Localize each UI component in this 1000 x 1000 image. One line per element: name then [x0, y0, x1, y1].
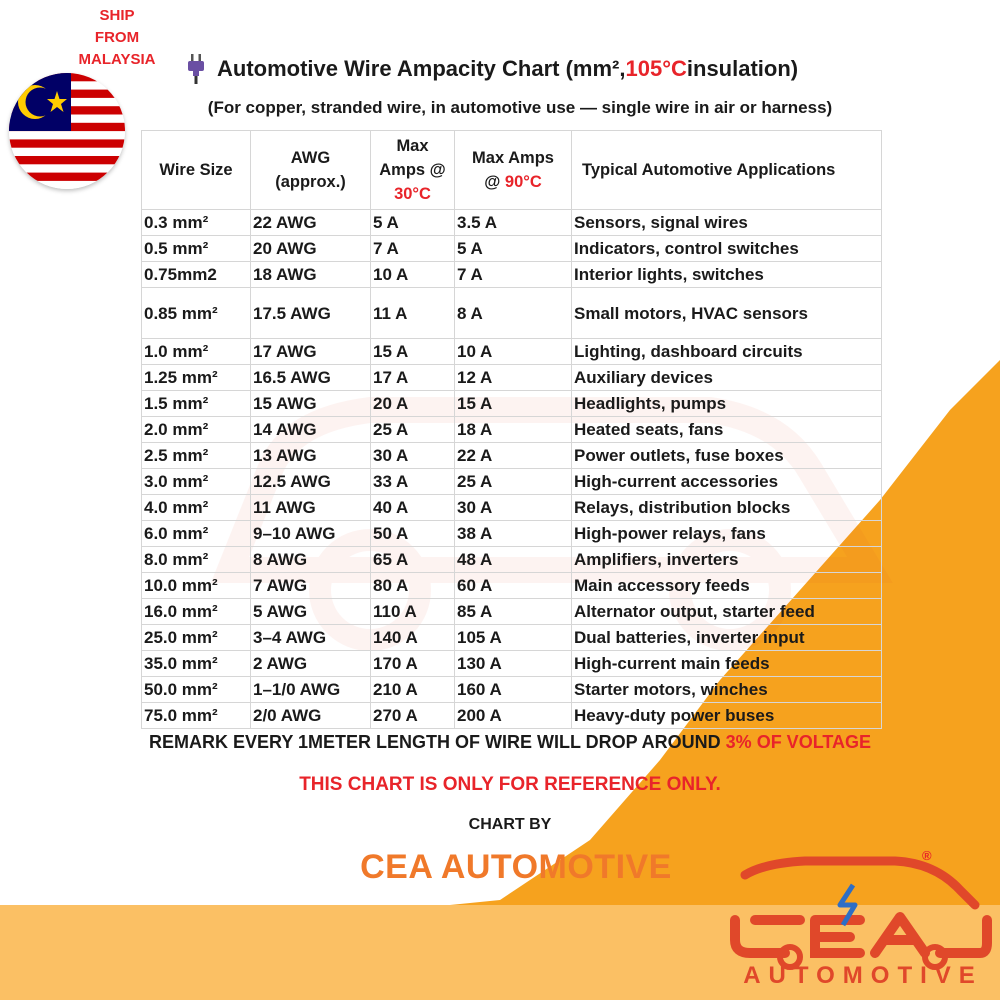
cell-a30: 10 A	[371, 262, 455, 288]
table-row	[142, 495, 882, 521]
cell-size: 0.5 mm²	[142, 236, 251, 262]
ampacity-table	[141, 130, 882, 729]
cell-awg: 9–10 AWG	[251, 521, 371, 547]
title-text-end: insulation)	[686, 56, 799, 81]
table-header-row	[142, 131, 882, 210]
cell-size: 10.0 mm²	[142, 573, 251, 599]
chart-by-label: CHART BY	[468, 816, 552, 833]
cell-a30: 20 A	[371, 391, 455, 417]
cell-a30: 25 A	[371, 417, 455, 443]
badge-line: SHIP	[99, 7, 135, 24]
cell-app: Power outlets, fuse boxes	[572, 443, 882, 469]
cell-a30: 80 A	[371, 573, 455, 599]
cell-a90: 10 A	[455, 339, 572, 365]
cell-a30: 40 A	[371, 495, 455, 521]
table-row	[142, 547, 882, 573]
header-awg: AWG (approx.)	[251, 131, 371, 210]
header-wire-size: Wire Size	[142, 131, 251, 210]
cell-a30: 270 A	[371, 703, 455, 729]
table-row	[142, 391, 882, 417]
cell-app: Small motors, HVAC sensors	[572, 288, 882, 339]
cell-size: 0.3 mm²	[142, 210, 251, 236]
cell-size: 0.85 mm²	[142, 288, 251, 339]
cell-a90: 160 A	[455, 677, 572, 703]
voltage-drop-remark: REMARK EVERY 1METER LENGTH OF WIRE WILL DROP AROUND 3% OF VOLTAGE	[148, 732, 872, 752]
malaysia-flag-icon	[9, 73, 125, 189]
cell-awg: 5 AWG	[251, 599, 371, 625]
cell-app: Headlights, pumps	[572, 391, 882, 417]
title-text: Automotive Wire Ampacity Chart (mm²,	[217, 56, 626, 81]
cell-a30: 5 A	[371, 210, 455, 236]
cell-app: Alternator output, starter feed	[572, 599, 882, 625]
cell-size: 3.0 mm²	[142, 469, 251, 495]
cell-a90: 30 A	[455, 495, 572, 521]
cell-app: Heavy-duty power buses	[572, 703, 882, 729]
table-row	[142, 339, 882, 365]
cell-a30: 15 A	[371, 339, 455, 365]
cell-awg: 17.5 AWG	[251, 288, 371, 339]
cell-a30: 7 A	[371, 236, 455, 262]
table-row	[142, 210, 882, 236]
cell-app: Sensors, signal wires	[572, 210, 882, 236]
table-row	[142, 469, 882, 495]
cell-app: High-current main feeds	[572, 651, 882, 677]
cell-app: Main accessory feeds	[572, 573, 882, 599]
cell-size: 1.5 mm²	[142, 391, 251, 417]
cell-a90: 25 A	[455, 469, 572, 495]
cell-awg: 17 AWG	[251, 339, 371, 365]
cell-app: Starter motors, winches	[572, 677, 882, 703]
table-row	[142, 599, 882, 625]
table-row	[142, 443, 882, 469]
registered-mark: ®	[922, 848, 932, 863]
cell-a90: 7 A	[455, 262, 572, 288]
cell-size: 6.0 mm²	[142, 521, 251, 547]
cell-size: 8.0 mm²	[142, 547, 251, 573]
cell-awg: 1–1/0 AWG	[251, 677, 371, 703]
cell-app: Lighting, dashboard circuits	[572, 339, 882, 365]
cell-a90: 105 A	[455, 625, 572, 651]
cell-a90: 85 A	[455, 599, 572, 625]
page-title	[185, 52, 885, 86]
cell-awg: 2/0 AWG	[251, 703, 371, 729]
cell-a90: 130 A	[455, 651, 572, 677]
cell-a90: 3.5 A	[455, 210, 572, 236]
cell-a90: 60 A	[455, 573, 572, 599]
cell-size: 25.0 mm²	[142, 625, 251, 651]
cell-a30: 30 A	[371, 443, 455, 469]
header-max-amps-90: Max Amps @ 90°C	[455, 131, 572, 210]
cell-size: 35.0 mm²	[142, 651, 251, 677]
cell-a30: 65 A	[371, 547, 455, 573]
cell-awg: 2 AWG	[251, 651, 371, 677]
cell-awg: 22 AWG	[251, 210, 371, 236]
cell-a90: 38 A	[455, 521, 572, 547]
plug-icon	[185, 54, 207, 84]
cell-awg: 16.5 AWG	[251, 365, 371, 391]
cell-size: 1.25 mm²	[142, 365, 251, 391]
table-row	[142, 365, 882, 391]
cell-awg: 12.5 AWG	[251, 469, 371, 495]
cell-awg: 3–4 AWG	[251, 625, 371, 651]
cell-a90: 8 A	[455, 288, 572, 339]
cell-awg: 14 AWG	[251, 417, 371, 443]
cell-awg: 15 AWG	[251, 391, 371, 417]
badge-line: FROM	[94, 29, 140, 46]
subtitle: (For copper, stranded wire, in automotive use — single wire in air or harness)	[207, 98, 833, 117]
cell-a90: 48 A	[455, 547, 572, 573]
badge-line: MALAYSIA	[78, 51, 156, 68]
cell-app: Interior lights, switches	[572, 262, 882, 288]
table-row	[142, 625, 882, 651]
header-max-amps-30: Max Amps @ 30°C	[371, 131, 455, 210]
cell-a90: 5 A	[455, 236, 572, 262]
table-row	[142, 677, 882, 703]
table-row	[142, 651, 882, 677]
cell-awg: 7 AWG	[251, 573, 371, 599]
brand-name: CEA AUTOMOTIVE	[360, 848, 672, 886]
table-row	[142, 703, 882, 729]
cell-a30: 110 A	[371, 599, 455, 625]
cell-app: Indicators, control switches	[572, 236, 882, 262]
cell-a90: 12 A	[455, 365, 572, 391]
cell-size: 2.5 mm²	[142, 443, 251, 469]
cell-a30: 210 A	[371, 677, 455, 703]
cell-awg: 11 AWG	[251, 495, 371, 521]
cell-app: Relays, distribution blocks	[572, 495, 882, 521]
ship-from-badge	[72, 5, 162, 71]
cell-a30: 11 A	[371, 288, 455, 339]
cell-awg: 18 AWG	[251, 262, 371, 288]
cell-a90: 15 A	[455, 391, 572, 417]
cell-awg: 20 AWG	[251, 236, 371, 262]
table-row	[142, 236, 882, 262]
cell-a30: 170 A	[371, 651, 455, 677]
cell-a30: 33 A	[371, 469, 455, 495]
cell-app: High-current accessories	[572, 469, 882, 495]
cell-app: Auxiliary devices	[572, 365, 882, 391]
cell-size: 50.0 mm²	[142, 677, 251, 703]
cell-a90: 22 A	[455, 443, 572, 469]
table-row	[142, 521, 882, 547]
cell-size: 4.0 mm²	[142, 495, 251, 521]
table-row	[142, 262, 882, 288]
logo-text: AUTOMOTIVE	[743, 962, 983, 989]
reference-disclaimer: THIS CHART IS ONLY FOR REFERENCE ONLY.	[299, 774, 721, 795]
table-row	[142, 288, 882, 339]
header-applications: Typical Automotive Applications	[572, 131, 882, 210]
cell-awg: 8 AWG	[251, 547, 371, 573]
table-row	[142, 417, 882, 443]
cell-app: Dual batteries, inverter input	[572, 625, 882, 651]
cell-a90: 18 A	[455, 417, 572, 443]
cell-awg: 13 AWG	[251, 443, 371, 469]
table-row	[142, 573, 882, 599]
cell-size: 0.75mm2	[142, 262, 251, 288]
cell-size: 75.0 mm²	[142, 703, 251, 729]
cell-size: 1.0 mm²	[142, 339, 251, 365]
cell-a30: 50 A	[371, 521, 455, 547]
cell-a90: 200 A	[455, 703, 572, 729]
title-temperature: 105°C	[625, 56, 687, 81]
cell-size: 16.0 mm²	[142, 599, 251, 625]
cell-a30: 140 A	[371, 625, 455, 651]
cell-app: High-power relays, fans	[572, 521, 882, 547]
cell-app: Heated seats, fans	[572, 417, 882, 443]
cell-app: Amplifiers, inverters	[572, 547, 882, 573]
cell-size: 2.0 mm²	[142, 417, 251, 443]
cell-a30: 17 A	[371, 365, 455, 391]
